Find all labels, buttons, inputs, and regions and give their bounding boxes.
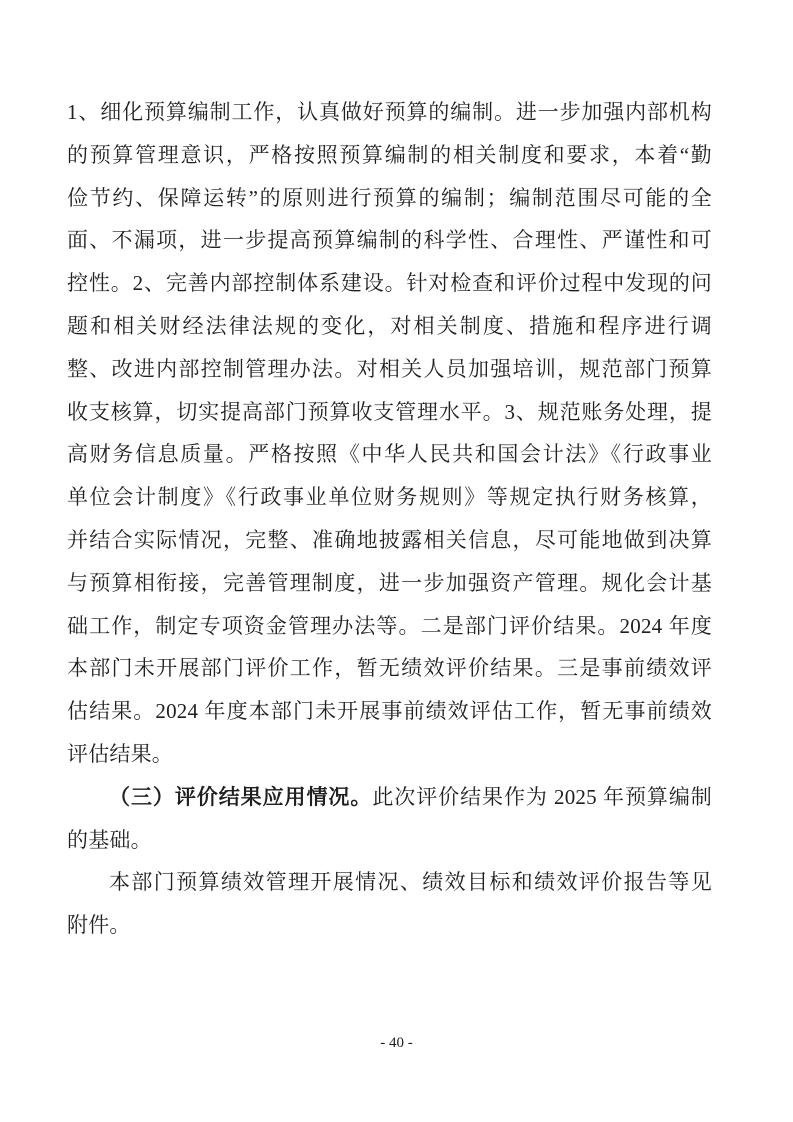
text-line: 的预算管理意识，严格按照预算编制的相关制度和要求，本着“勤 [67,142,712,167]
text-line: 高财务信息质量。严格按照《中华人民共和国会计法》《行政事业 [67,442,712,467]
paragraph-end-line: 评估结果。 [67,741,173,766]
paragraph-end-line: 附件。 [67,913,131,938]
text-line: 估结果。2024 年度本部门未开展事前绩效评估工作，暂无事前绩效 [67,699,712,724]
text-line: 题和相关财经法律法规的变化，对相关制度、措施和程序进行调 [67,313,712,338]
page-number: - 40 - [380,1035,413,1051]
text-line: 本部门预算绩效管理开展情况、绩效目标和绩效评价报告等见 [109,870,712,895]
text-line: 控性。2、完善内部控制体系建设。针对检查和评价过程中发现的问 [67,271,712,296]
text-line: 并结合实际情况，完整、准确地披露相关信息，尽可能地做到决算 [67,527,712,552]
text-line: 单位会计制度》《行政事业单位财务规则》等规定执行财务核算， [67,485,712,510]
text-line: 面、不漏项，进一步提高预算编制的科学性、合理性、严谨性和可 [67,228,712,253]
text-line: 本部门未开展部门评价工作，暂无绩效评价结果。三是事前绩效评 [67,656,712,681]
section-heading: （三）评价结果应用情况。 [109,784,373,809]
text-line-segment: 此次评价结果作为 2025 年预算编制 [372,784,712,809]
text-line: 与预算相衔接，完善管理制度，进一步加强资产管理。规化会计基 [67,570,712,595]
text-line: 1、细化预算编制工作，认真做好预算的编制。进一步加强内部机构 [67,100,712,124]
text-line: 础工作，制定专项资金管理办法等。二是部门评价结果。2024 年度 [67,613,712,638]
paragraph-end-line: 的基础。 [67,827,152,852]
text-line [67,776,712,819]
document-body [67,91,712,947]
text-line: 整、改进内部控制管理办法。对相关人员加强培训，规范部门预算 [67,356,712,381]
text-line: 收支核算，切实提高部门预算收支管理水平。3、规范账务处理，提 [67,399,712,424]
text-line: 俭节约、保障运转”的原则进行预算的编制；编制范围尽可能的全 [67,185,712,210]
